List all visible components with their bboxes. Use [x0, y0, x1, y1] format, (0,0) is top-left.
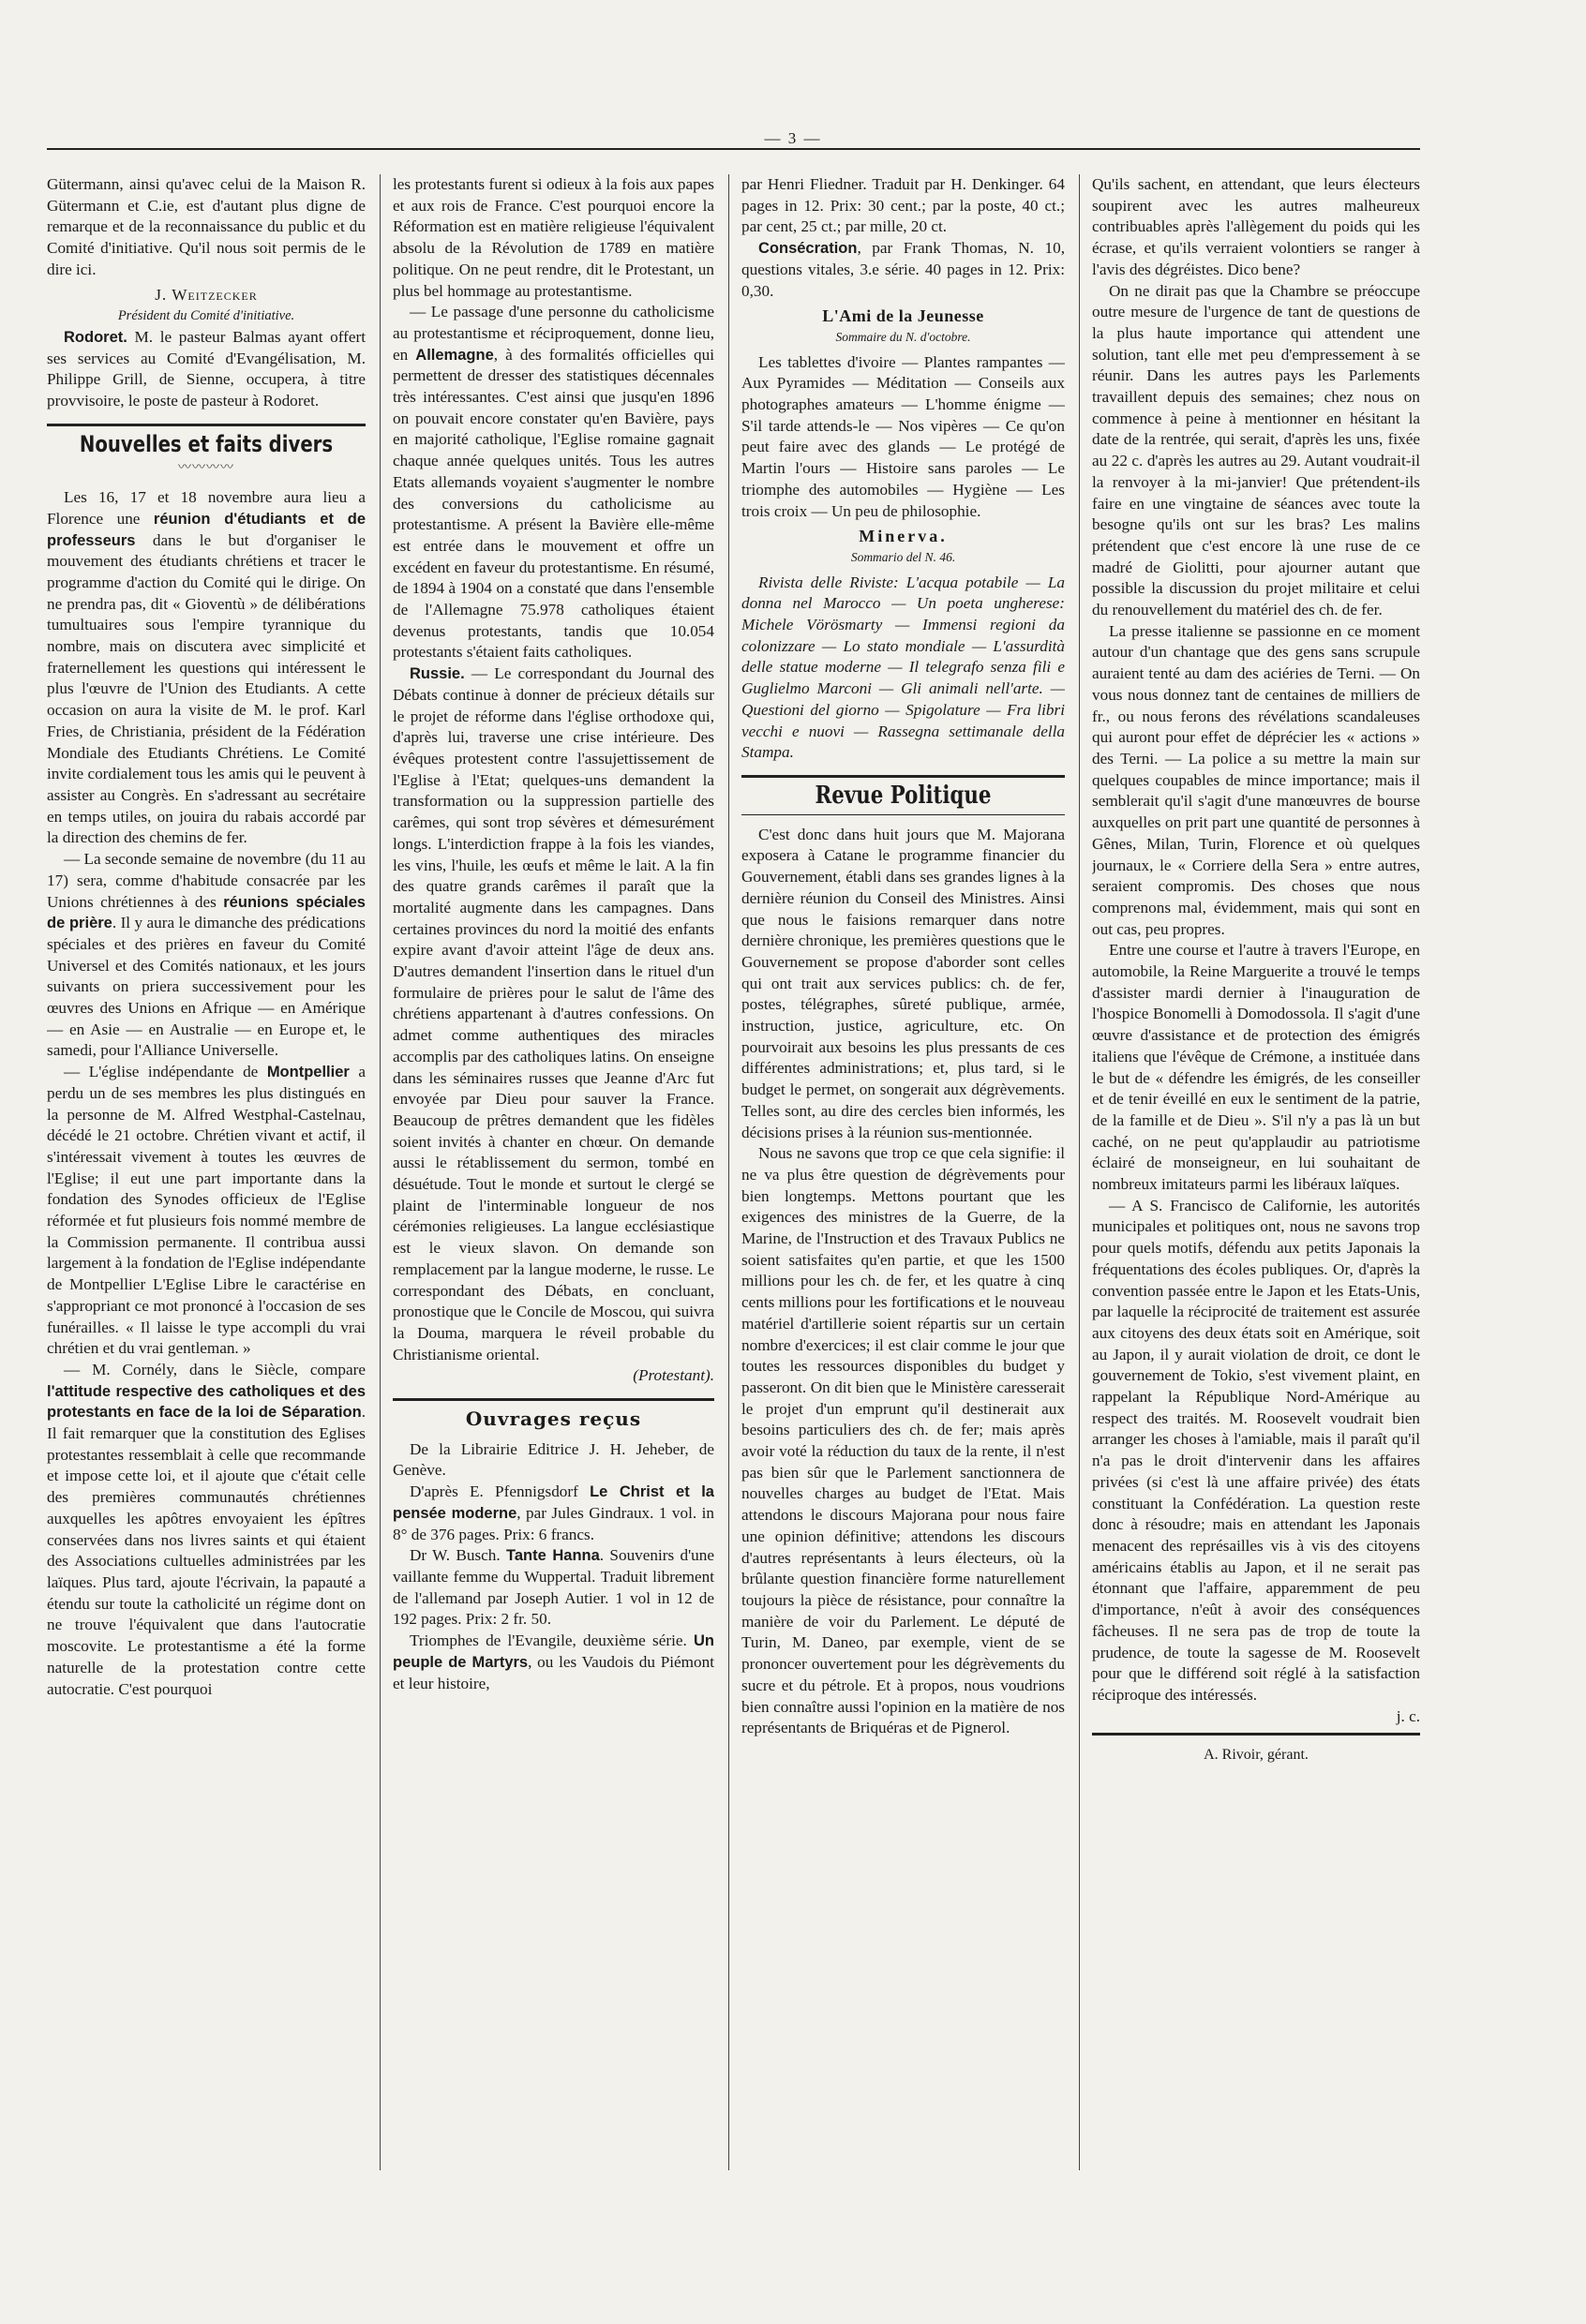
news-item	[47, 1062, 366, 1360]
text: , par Jules Gindraux. 1 vol. in 8° de 376 pages. Prix: 6 francs.	[393, 1503, 714, 1543]
paragraph: On ne dirait pas que la Chambre se préoccupe outre mesure de l'urgence de tant de questions de la plus haute importance qui attendent une solution, tant elle met peu d'empressement à se réunir. Dans les autres pays les Parlements travaillent depuis des semaines; chez nous on commence à peine à mentionner en hésitant la date de la rentrée, qui serait, d'après les uns, fixée au 22 c. d'après les autres au 29. Autant voudrait-il la renvoyer à la mi-janvier! Que prétendent-ils faire en une vingtaine de séances avec toute la besogne qu'ils ont sur les bras? Les malins prétendent que c'est encore là une ruse de ce madré de Giolitti, pour ajourner autant que possible la discussion du projet militaire et celui du renouvellement du matériel des ch. de fer.	[1092, 281, 1420, 619]
paragraph: Rivista delle Riviste: L'acqua potabile — La donna nel Marocco — Un poeta ungherese: Michele Vörösmarty — Immensi regioni da colonizzare — Lo stato mondiale — L'assurdità delle statue moderne — Il telegrafo senza fili e Guglielmo Marconi — Gli animali nell'arte. — Questioni del giorno — Spigolature — Fra libri vecchi e nuovi — Rassegna settimanale della Stampa.	[741, 573, 1065, 762]
paragraph: Qu'ils sachent, en attendant, que leurs électeurs soupirent avec les autres malheureux contribuables après l'allègement du poids qui les écrase, et qu'ils verraient volontiers se ranger à l'avis des dégréistes. Dico bene?	[1092, 175, 1420, 278]
paragraph	[393, 302, 714, 663]
magazine-title: L'Ami de la Jeunesse	[822, 306, 984, 326]
column-divider	[380, 174, 381, 2170]
book-title: Tante Hanna	[505, 1547, 600, 1565]
emphasis: Montpellier	[266, 1064, 350, 1081]
book-title: Le Christ et la pensée moderne	[393, 1483, 714, 1522]
paragraph: La presse italienne se passionne en ce moment autour d'un chantage que des gens sans scrupule auraient tenté au dam des aciéries de Terni. — On vous nous donnez tant de centaines de milliers de fr., ou nous ferons des révélations scandaleuses qui auront pour effet de déprécier les « actions » des Terni. — La police a su mettre la main sur quelques coupables de mince importance; mais il semblerait qu'il s'agit d'une manœuvres de bourse auxquelles on prit part une quantité de personnes à Gênes, Milan, Turin, Florence et où quelques journaux, le « Corriere della Sera » entre autres, seraient compromis. Des choses que nous comprenons mal, évidemment, mais qui sont en out cas, peu propres.	[1092, 621, 1420, 938]
paragraph: De la Librairie Editrice J. H. Jeheber, de Genève.	[393, 1439, 714, 1480]
signature-role: Président du Comité d'initiative.	[117, 308, 295, 324]
text: — M. Cornély, dans le Siècle, compare	[64, 1360, 366, 1378]
page-number: — 3 —	[764, 129, 822, 147]
source-credit: (Protestant).	[633, 1366, 714, 1385]
paragraph	[393, 663, 714, 1365]
place-heading: Rodoret.	[64, 328, 127, 346]
signature-name: J. Weitzecker	[155, 285, 258, 304]
column-divider	[728, 174, 729, 2170]
place-heading: Russie.	[410, 665, 465, 683]
section-title: Nouvelles et faits divers	[79, 430, 334, 457]
paragraph-text: M. le pasteur Balmas ayant offert ses services au Comité d'Evangélisation, M. Philippe Grill, de Sienne, occupera, à titre provvisoire, le poste de pasteur à Rodoret.	[47, 327, 366, 410]
emphasis: réunion d'étudiants et de professeurs	[47, 510, 366, 549]
title-ornament: 〰〰〰〰	[178, 461, 234, 476]
column-1	[47, 174, 366, 2324]
text: dans le but d'organiser le mouvement des étudiants chrétiens et tracer le programme d'action du Comité qui le dirige. On ne prendra pas, dit « Gioventù » de délibérations tumultuaires sous l'empire tyrannique du nombre, mais on discutera avec simplicité et fraternellement les questions qui intéressent le plus l'œuvre de l'Union des Etudiants. A cette occasion on aura la visite de M. le prof. Karl Fries, de Christiania, président de la Fédération Mondiale des Etudiants Chrétiens. Le Comité invite cordialement tous les amis qui le peuvent à assister au Congrès. En s'adressant au secrétaire en temps utiles, on jouira du rabais accordé par la direction des chemins de fer.	[47, 530, 366, 847]
emphasis: réunions spéciales de prière	[47, 893, 366, 932]
text: . Il fait remarquer que la constitution des Eglises protestantes ressemblait à celle que recommande et impose cette loi, et il ajoute que c'était celle des premières communautés chrétiennes auxquelles les apôtres envoyaient les épîtres conservées dans nos livres saints et qui étaient des Associations cultuelles administrées par les laïques. Plus tard, ajoute l'écrivain, la papauté a étendu sur toute la catholicité un régime dont on ne trouve l'équivalent que dans l'autocratie moscovite. Le protestantisme a été la forme naturelle de la protestation contre cette autocratie. C'est pourquoi	[47, 1403, 366, 1698]
paragraph: — A S. Francisco de Californie, les autorités municipales et politiques ont, nous ne savons trop pour quels motifs, défendu aux petits Japonais la fréquentations des écoles publiques. Or, d'après la convention passée entre le Japon et les Etats-Unis, par laquelle la réciprocité de traitement est assurée aux citoyens des deux états soit en Amérique, soit au Japon, il y aurait violation de droit, ce dont le gouvernement de Tokio, s'est vivement plaint, en rappelant la République Nord-Amérique au respect des traités. M. Roosevelt voudrait bien arranger les choses à l'amiable, mais il paraît qu'il n'a pas le droit d'intervenir dans les affaires privées (si c'est là une affaire privée) des états constituant la Confédération. La question reste donc à résoudre; mais en attendant les Japonais menacent des représailles vis à vis des citoyens américains établis au Japon, et il ne serait pas étonnant que l'affaire, apparemment de peu d'importance, n'eût à avoir des conséquences fâcheuses. Il ne sera pas de trop de toute la prudence, de toute la sagesse de M. Roosevelt pour que le différend soit réglé à la satisfaction réciproque des intéressés.	[1092, 1196, 1420, 1704]
column-2	[393, 174, 714, 2324]
text: — La seconde semaine de novembre (du 11 au 17) sera, comme d'habitude consacrée par les Unions chrétiennes à des	[47, 850, 366, 911]
paragraph-rodoret	[47, 327, 366, 412]
section-title: Ouvrages reçus	[465, 1408, 642, 1431]
text: . Souvenirs d'une vaillante femme du Wuppertal. Traduit librement de l'allemand par Joseph Autier. 1 vol in 12 de 192 pages. Prix: 2 fr. 50.	[393, 1546, 714, 1629]
text: , ou les Vaudois du Piémont et leur histoire,	[393, 1652, 714, 1692]
text: — Le passage d'une personne du catholicisme au protestantisme et réciproquement, donne lieu, en	[393, 303, 714, 364]
text: — Le correspondant du Journal des Débats continue à donner de précieux détails sur le projet de réforme dans l'église orthodoxe qui, d'après lui, traverse une crise intérieure. Des évêques protestent contre l'assujettissement de l'Eglise à l'Etat; quelques-uns demandent la transformation ou la suppression partielle des carêmes, qui sont trop sévères et démesurément longs. L'interdiction frappe à la fois les viandes, les vins, l'huile, les œufs et même le lait. A la fin des quatre grands carêmes il paraît que la mortalité augmente dans les campagnes. Dans certaines provinces du nord la moitié des enfants expire avant d'avoir atteint l'âge de deux ans. D'autres demandent l'insertion dans le rituel d'un formulaire de prières pour le salut de l'âme des chrétiens appartenant à d'autres confessions. On admet comme authentiques des miracles accomplis par des catholiques latins. On enseigne dans les séminaires russes que Jeanne d'Arc fut envoyée par Dieu pour sauver la France. Beaucoup de prêtres demandent que les fidèles soient invités à chanter en chœur. On demande aussi le rétablissement du sermon, tombé en désuétude. Tout le monde et surtout le clergé se plaint de l'interminable longueur de nos cérémonies religieuses. La langue ecclésiastique est le vieux slavon. On demande son remplacement par la langue moderne, le russe. Le correspondant des Débats, en concluant, pronostique que le Concile de Moscou, qui suivra la Douma, marquera le réveil probable du Christianisme oriental.	[393, 664, 714, 1363]
text: , à des formalités officielles qui permettent de dresser des statistiques décennales très intéressantes. C'est ainsi que jusqu'en 1896 on pouvait encore constater qu'en Bavière, pays en majorité catholique, l'Eglise romaine gagnait chaque année quelques unités. Tous les autres Etats allemands voyaient s'augmenter le nombre des conversions du catholicisme au protestantisme. A présent la Bavière elle-même est entrée dans le mouvement et offre un excédent en faveur du protestantisme. En résumé, de 1894 à 1904 on a constaté que dans l'ensemble de l'Allemagne 75.978 catholiques étaient devenus protestants, tandis que 10.054 protestants s'étaient faits catholiques.	[393, 345, 714, 662]
paragraph: les protestants furent si odieux à la fois aux papes et aux rois de France. C'est pourquoi encore la Réformation est en matière religieuse l'équivalent absolu de la Révolution de 1789 en matière politique. On ne peut rendre, dit le Protestant, un plus bel hommage au protestantisme.	[393, 175, 714, 300]
book-entry	[741, 238, 1065, 302]
closing-rule	[1092, 1733, 1420, 1736]
text: Dr W. Busch.	[410, 1546, 506, 1565]
emphasis: Allemagne	[415, 346, 494, 364]
text: Triomphes de l'Evangile, deuxième série.	[410, 1631, 694, 1650]
section-title: Revue Politique	[815, 781, 992, 810]
text: a perdu un de ses membres les plus distingués en la personne de M. Alfred Westphal-Castelnau, décédé le 21 octobre. Chrétien vivant et actif, il s'intéressait vivement à toutes les œuvres de l'Eglise; il eut une part importante dans la fondation des Synodes officieux de l'Eglise réformée et fut plusieurs fois nommé membre de la Commission permanente. Il contribua aussi largement à la fondation de l'Eglise indépendante de Montpellier L'Eglise Libre le caractérise en s'appropriant ce mot prononcé à l'occasion de ses funérailles. « Il laisse le type accompli du vrai chrétien et du vrai gentleman. »	[47, 1063, 366, 1358]
paragraph: C'est donc dans huit jours que M. Majorana exposera à Catane le programme financier du Gouvernement, établi dans ses grandes lignes à la dernière réunion du Conseil des Ministres. Ainsi que nous le faisions remarquer dans notre dernière chronique, les premières questions que le Gouvernement se propose d'aborder sont celles qui ont trait aux services publics: ch. de fer, postes, télégraphes, sûreté publique, armée, instruction, justice, agriculture, etc. On pourvoirait aux besoins les plus pressants de ces différentes administrations; et, plus tard, si le budget le permet, on songerait aux dégrèvements. Telles sont, au dire des cercles bien informés, les décisions prises à la réunion sus-mentionnée.	[741, 825, 1065, 1141]
book-title: Consécration	[758, 240, 858, 258]
magazine-title: Minerva.	[859, 527, 948, 546]
header-rule	[47, 148, 1420, 150]
text: — L'église indépendante de	[64, 1063, 267, 1081]
text: , par Frank Thomas, N. 10, questions vitales, 3.e série. 40 pages in 12. Prix: 0,30.	[741, 239, 1065, 300]
text: D'après E. Pfennigsdorf	[410, 1482, 591, 1501]
text: Les 16, 17 et 18 novembre aura lieu a Florence une	[47, 488, 366, 528]
news-item	[47, 1360, 366, 1700]
paragraph: Gütermann, ainsi qu'avec celui de la Maison R. Gütermann et C.ie, est d'autant plus digne de remarque et de la reconnaissance du public et du Comité d'initiative. Qu'il nous soit permis de le dire ici.	[47, 175, 366, 278]
section-rule	[393, 1398, 714, 1401]
news-item	[47, 487, 366, 849]
book-entry	[393, 1545, 714, 1631]
book-entry	[393, 1482, 714, 1545]
news-item	[47, 849, 366, 1062]
section-rule	[741, 814, 1065, 815]
column-divider	[1079, 174, 1080, 2170]
paragraph: Entre une course et l'autre à travers l'Europe, en automobile, la Reine Marguerite a trouvé le temps d'assister mardi dernier à l'inauguration de l'hospice Bonomelli à Domodossola. Il s'agit d'une œuvre d'assistance et de protection des émigrés italiens que l'évêque de Crémone, a instituée dans le but de « défendre les émigrés, de les conseiller et de tenir éveillé en eux le sentiment de la patrie, de la famille et de Dieu ». S'il n'y a pas là un but caché, on ne peut qu'applaudir au patriotisme éclairé de monseigneur, en lui souhaitant de nombreux imitateurs parmi les libéraux laïques.	[1092, 941, 1420, 1194]
emphasis: l'attitude respective des catholiques et des protestants en face de la loi de Séparation	[47, 1382, 366, 1422]
magazine-subtitle: Sommaire du N. d'octobre.	[835, 329, 971, 344]
publisher-signature: A. Rivoir, gérant.	[1204, 1747, 1309, 1764]
author-initials: j. c.	[1396, 1706, 1420, 1725]
column-4	[1092, 174, 1420, 2324]
text: . Il y aura le dimanche des prédications spéciales et des prières en faveur du Comité Universel et des Comités nationaux, et les jours suivants on priera successivement pour les œuvres des Unions en Afrique — en Amérique — en Asie — en Australie — en Europe et, le samedi, pour l'Alliance Universelle.	[47, 914, 366, 1060]
column-3	[741, 174, 1065, 2324]
book-title: Un peuple de Martyrs	[393, 1632, 714, 1671]
paragraph: Nous ne savons que trop ce que cela signifie: il ne va plus être question de dégrèvements pour bien longtemps. Mettons pourtant que les exigences des ministres de la Guerre, de la Marine, de l'Instruction et des Travaux Publics ne soient satisfaites qu'en partie, et que les 1500 millions pour les ch. de fer, et les quatre à cinq cents millions pour les fortifications et le nouveau matériel d'artillerie soient répartis sur un certain nombre d'exercices; il est clair comme le jour que toutes les ressources disponibles du budget y passeront. On dit bien que le Ministère caresserait le projet d'un emprunt qu'il destinerait aux besoins particuliers des ch. de fer; mais après avoir voté la réduction du taux de la rente, il n'est pas bien sûr que le Parlement sanctionnera de nouvelles charges au budget de l'Etat. Mais attendons le discours Majorana pour nous faire une opinion définitive; attendons les discours d'autres représentants à leurs électeurs, où la brûlante question financière forme naturellement toujours la pièce de résistance, pour connaître la manière de voir du Parlement. Le député de Turin, M. Daneo, par exemple, vient de se prononcer ouvertement pour les dégrèvements du sucre et du pétrole. Et à propos, nous voudrions bien connaître aussi l'opinion en la matière de nos représentants de Briquéras et de Pignerol.	[741, 1144, 1065, 1737]
magazine-subtitle: Sommario del N. 46.	[850, 549, 956, 564]
section-rule	[741, 775, 1065, 778]
paragraph: Les tablettes d'ivoire — Plantes rampantes — Aux Pyramides — Méditation — Conseils aux photographes amateurs — L'homme énigme — S'il tarde attends-le — Nos vipères — Ce qu'on peut faire avec des glands — Le protégé de Martin l'ours — Histoire sans paroles — Le triomphe des automobiles — Hygiène — Les trois croix — Un peu de philosophie.	[741, 352, 1065, 520]
paragraph: par Henri Fliedner. Traduit par H. Denkinger. 64 pages in 12. Prix: 30 cent.; par la poste, 40 ct.; par cent, 25 ct.; par mille, 20 ct.	[741, 175, 1065, 236]
book-entry	[393, 1631, 714, 1694]
section-rule	[47, 424, 366, 426]
